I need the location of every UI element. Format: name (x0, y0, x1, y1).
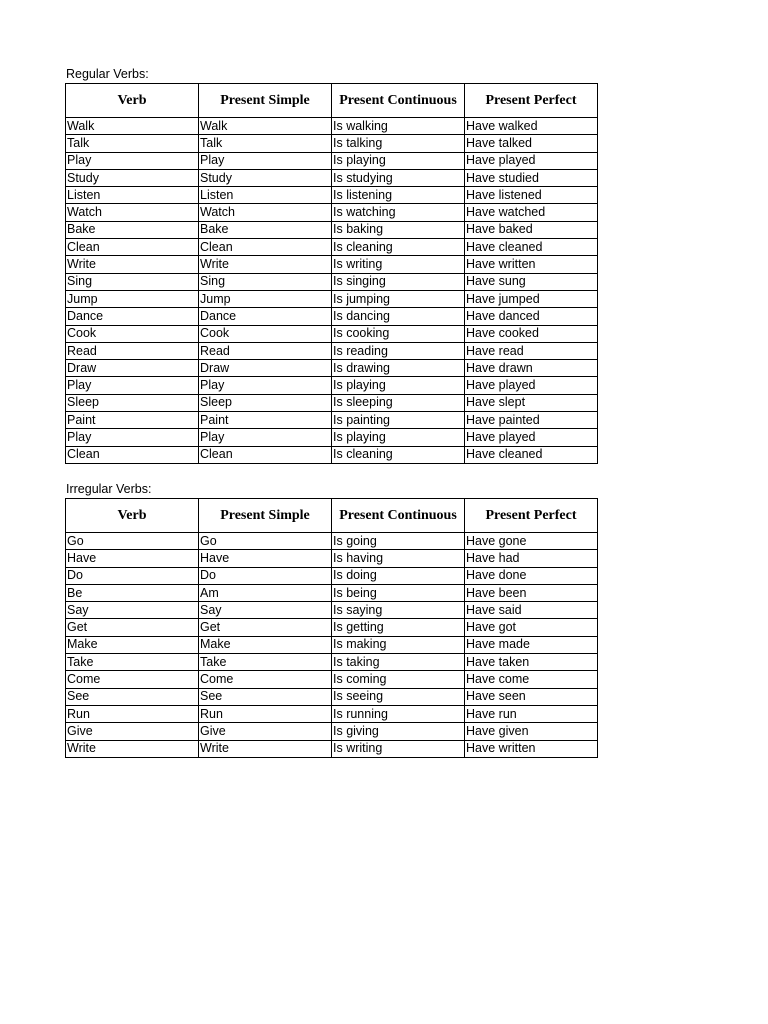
table-row (66, 152, 598, 169)
table-row (66, 446, 598, 463)
present-perfect-cell: Have run (465, 705, 598, 722)
present-perfect-cell: Have danced (465, 308, 598, 325)
table-row (66, 273, 598, 290)
present-simple-cell: Come (199, 671, 332, 688)
present-simple-cell: Talk (199, 135, 332, 152)
present-continuous-cell: Is cleaning (332, 446, 465, 463)
table-row (66, 602, 598, 619)
present-simple-cell: Play (199, 429, 332, 446)
present-simple-cell: Listen (199, 187, 332, 204)
table-row (66, 567, 598, 584)
present-simple-cell: Run (199, 705, 332, 722)
verb-cell: Come (66, 671, 199, 688)
verb-cell: Write (66, 256, 199, 273)
table-row (66, 290, 598, 307)
present-continuous-cell: Is taking (332, 654, 465, 671)
table-row (66, 169, 598, 186)
present-continuous-cell: Is going (332, 533, 465, 550)
verb-cell: Make (66, 636, 199, 653)
present-simple-cell: See (199, 688, 332, 705)
table-row (66, 204, 598, 221)
present-continuous-cell: Is singing (332, 273, 465, 290)
present-continuous-cell: Is walking (332, 118, 465, 135)
table-row (66, 342, 598, 359)
present-continuous-cell: Is sleeping (332, 394, 465, 411)
verb-cell: Have (66, 550, 199, 567)
present-continuous-cell: Is running (332, 705, 465, 722)
present-perfect-cell: Have baked (465, 221, 598, 238)
table-row (66, 584, 598, 601)
present-perfect-cell: Have written (465, 740, 598, 757)
present-perfect-cell: Have talked (465, 135, 598, 152)
verb-cell: See (66, 688, 199, 705)
header-present-perfect: Present Perfect (465, 84, 598, 118)
present-continuous-cell: Is playing (332, 152, 465, 169)
present-simple-cell: Write (199, 256, 332, 273)
present-perfect-cell: Have drawn (465, 360, 598, 377)
verb-cell: Dance (66, 308, 199, 325)
present-simple-cell: Jump (199, 290, 332, 307)
present-simple-cell: Sleep (199, 394, 332, 411)
present-simple-cell: Cook (199, 325, 332, 342)
present-continuous-cell: Is talking (332, 135, 465, 152)
table-row (66, 688, 598, 705)
present-simple-cell: Say (199, 602, 332, 619)
table-row (66, 221, 598, 238)
present-simple-cell: Sing (199, 273, 332, 290)
table-row (66, 740, 598, 757)
present-perfect-cell: Have read (465, 342, 598, 359)
present-perfect-cell: Have studied (465, 169, 598, 186)
present-simple-cell: Get (199, 619, 332, 636)
present-simple-cell: Play (199, 152, 332, 169)
present-simple-cell: Give (199, 723, 332, 740)
present-perfect-cell: Have jumped (465, 290, 598, 307)
verb-cell: Be (66, 584, 199, 601)
table-row (66, 619, 598, 636)
verb-cell: Play (66, 152, 199, 169)
table-row (66, 671, 598, 688)
present-perfect-cell: Have slept (465, 394, 598, 411)
header-present-perfect: Present Perfect (465, 499, 598, 533)
verb-cell: Write (66, 740, 199, 757)
present-perfect-cell: Have said (465, 602, 598, 619)
present-perfect-cell: Have painted (465, 412, 598, 429)
verb-cell: Clean (66, 239, 199, 256)
irregular-verbs-label: Irregular Verbs: (66, 482, 152, 496)
present-simple-cell: Clean (199, 446, 332, 463)
present-continuous-cell: Is watching (332, 204, 465, 221)
header-row (66, 84, 598, 118)
verb-cell: Listen (66, 187, 199, 204)
table-row (66, 377, 598, 394)
verb-cell: Get (66, 619, 199, 636)
present-continuous-cell: Is baking (332, 221, 465, 238)
table-row (66, 256, 598, 273)
present-perfect-cell: Have cleaned (465, 446, 598, 463)
present-perfect-cell: Have got (465, 619, 598, 636)
verb-cell: Go (66, 533, 199, 550)
present-continuous-cell: Is reading (332, 342, 465, 359)
present-simple-cell: Watch (199, 204, 332, 221)
present-simple-cell: Clean (199, 239, 332, 256)
present-continuous-cell: Is coming (332, 671, 465, 688)
present-perfect-cell: Have listened (465, 187, 598, 204)
present-simple-cell: Take (199, 654, 332, 671)
table-row (66, 412, 598, 429)
present-simple-cell: Bake (199, 221, 332, 238)
present-continuous-cell: Is jumping (332, 290, 465, 307)
verb-cell: Say (66, 602, 199, 619)
present-simple-cell: Study (199, 169, 332, 186)
verb-cell: Draw (66, 360, 199, 377)
header-verb: Verb (66, 84, 199, 118)
present-perfect-cell: Have seen (465, 688, 598, 705)
verb-cell: Read (66, 342, 199, 359)
table-row (66, 360, 598, 377)
verb-cell: Cook (66, 325, 199, 342)
present-perfect-cell: Have sung (465, 273, 598, 290)
irregular-verbs-table (65, 498, 598, 758)
verb-cell: Play (66, 429, 199, 446)
present-continuous-cell: Is playing (332, 377, 465, 394)
table-row (66, 654, 598, 671)
present-simple-cell: Am (199, 584, 332, 601)
verb-cell: Jump (66, 290, 199, 307)
present-continuous-cell: Is getting (332, 619, 465, 636)
present-perfect-cell: Have played (465, 377, 598, 394)
table-row (66, 308, 598, 325)
present-simple-cell: Walk (199, 118, 332, 135)
table-row (66, 636, 598, 653)
present-perfect-cell: Have watched (465, 204, 598, 221)
verb-cell: Take (66, 654, 199, 671)
present-continuous-cell: Is dancing (332, 308, 465, 325)
present-perfect-cell: Have written (465, 256, 598, 273)
present-perfect-cell: Have had (465, 550, 598, 567)
present-simple-cell: Draw (199, 360, 332, 377)
present-perfect-cell: Have come (465, 671, 598, 688)
present-simple-cell: Have (199, 550, 332, 567)
present-continuous-cell: Is being (332, 584, 465, 601)
present-perfect-cell: Have walked (465, 118, 598, 135)
verb-cell: Give (66, 723, 199, 740)
present-continuous-cell: Is having (332, 550, 465, 567)
present-perfect-cell: Have played (465, 152, 598, 169)
verb-cell: Bake (66, 221, 199, 238)
present-continuous-cell: Is saying (332, 602, 465, 619)
present-continuous-cell: Is seeing (332, 688, 465, 705)
present-perfect-cell: Have cleaned (465, 239, 598, 256)
verb-cell: Walk (66, 118, 199, 135)
present-perfect-cell: Have taken (465, 654, 598, 671)
present-continuous-cell: Is cooking (332, 325, 465, 342)
header-present-continuous: Present Continuous (332, 84, 465, 118)
header-present-continuous: Present Continuous (332, 499, 465, 533)
present-perfect-cell: Have given (465, 723, 598, 740)
present-perfect-cell: Have done (465, 567, 598, 584)
table-row (66, 723, 598, 740)
table-row (66, 550, 598, 567)
present-simple-cell: Play (199, 377, 332, 394)
present-continuous-cell: Is doing (332, 567, 465, 584)
header-present-simple: Present Simple (199, 499, 332, 533)
verb-cell: Clean (66, 446, 199, 463)
table-row (66, 533, 598, 550)
present-perfect-cell: Have played (465, 429, 598, 446)
verb-cell: Play (66, 377, 199, 394)
present-continuous-cell: Is listening (332, 187, 465, 204)
verb-cell: Study (66, 169, 199, 186)
present-simple-cell: Paint (199, 412, 332, 429)
irregular-verbs-body (66, 533, 598, 758)
present-simple-cell: Read (199, 342, 332, 359)
table-row (66, 325, 598, 342)
verb-cell: Sleep (66, 394, 199, 411)
verb-cell: Talk (66, 135, 199, 152)
present-perfect-cell: Have cooked (465, 325, 598, 342)
verb-cell: Paint (66, 412, 199, 429)
present-continuous-cell: Is writing (332, 256, 465, 273)
present-continuous-cell: Is playing (332, 429, 465, 446)
present-perfect-cell: Have gone (465, 533, 598, 550)
table-row (66, 239, 598, 256)
present-simple-cell: Go (199, 533, 332, 550)
regular-verbs-body (66, 118, 598, 464)
present-simple-cell: Do (199, 567, 332, 584)
present-continuous-cell: Is studying (332, 169, 465, 186)
present-continuous-cell: Is drawing (332, 360, 465, 377)
present-continuous-cell: Is cleaning (332, 239, 465, 256)
table-row (66, 705, 598, 722)
present-continuous-cell: Is painting (332, 412, 465, 429)
verb-cell: Sing (66, 273, 199, 290)
present-simple-cell: Dance (199, 308, 332, 325)
table-row (66, 135, 598, 152)
regular-verbs-table (65, 83, 598, 464)
verb-cell: Run (66, 705, 199, 722)
header-row (66, 499, 598, 533)
present-perfect-cell: Have been (465, 584, 598, 601)
present-simple-cell: Make (199, 636, 332, 653)
present-perfect-cell: Have made (465, 636, 598, 653)
header-present-simple: Present Simple (199, 84, 332, 118)
verb-cell: Do (66, 567, 199, 584)
present-simple-cell: Write (199, 740, 332, 757)
present-continuous-cell: Is writing (332, 740, 465, 757)
verb-cell: Watch (66, 204, 199, 221)
present-continuous-cell: Is giving (332, 723, 465, 740)
present-continuous-cell: Is making (332, 636, 465, 653)
table-row (66, 429, 598, 446)
regular-verbs-label: Regular Verbs: (66, 67, 149, 81)
table-row (66, 118, 598, 135)
table-row (66, 187, 598, 204)
header-verb: Verb (66, 499, 199, 533)
table-row (66, 394, 598, 411)
